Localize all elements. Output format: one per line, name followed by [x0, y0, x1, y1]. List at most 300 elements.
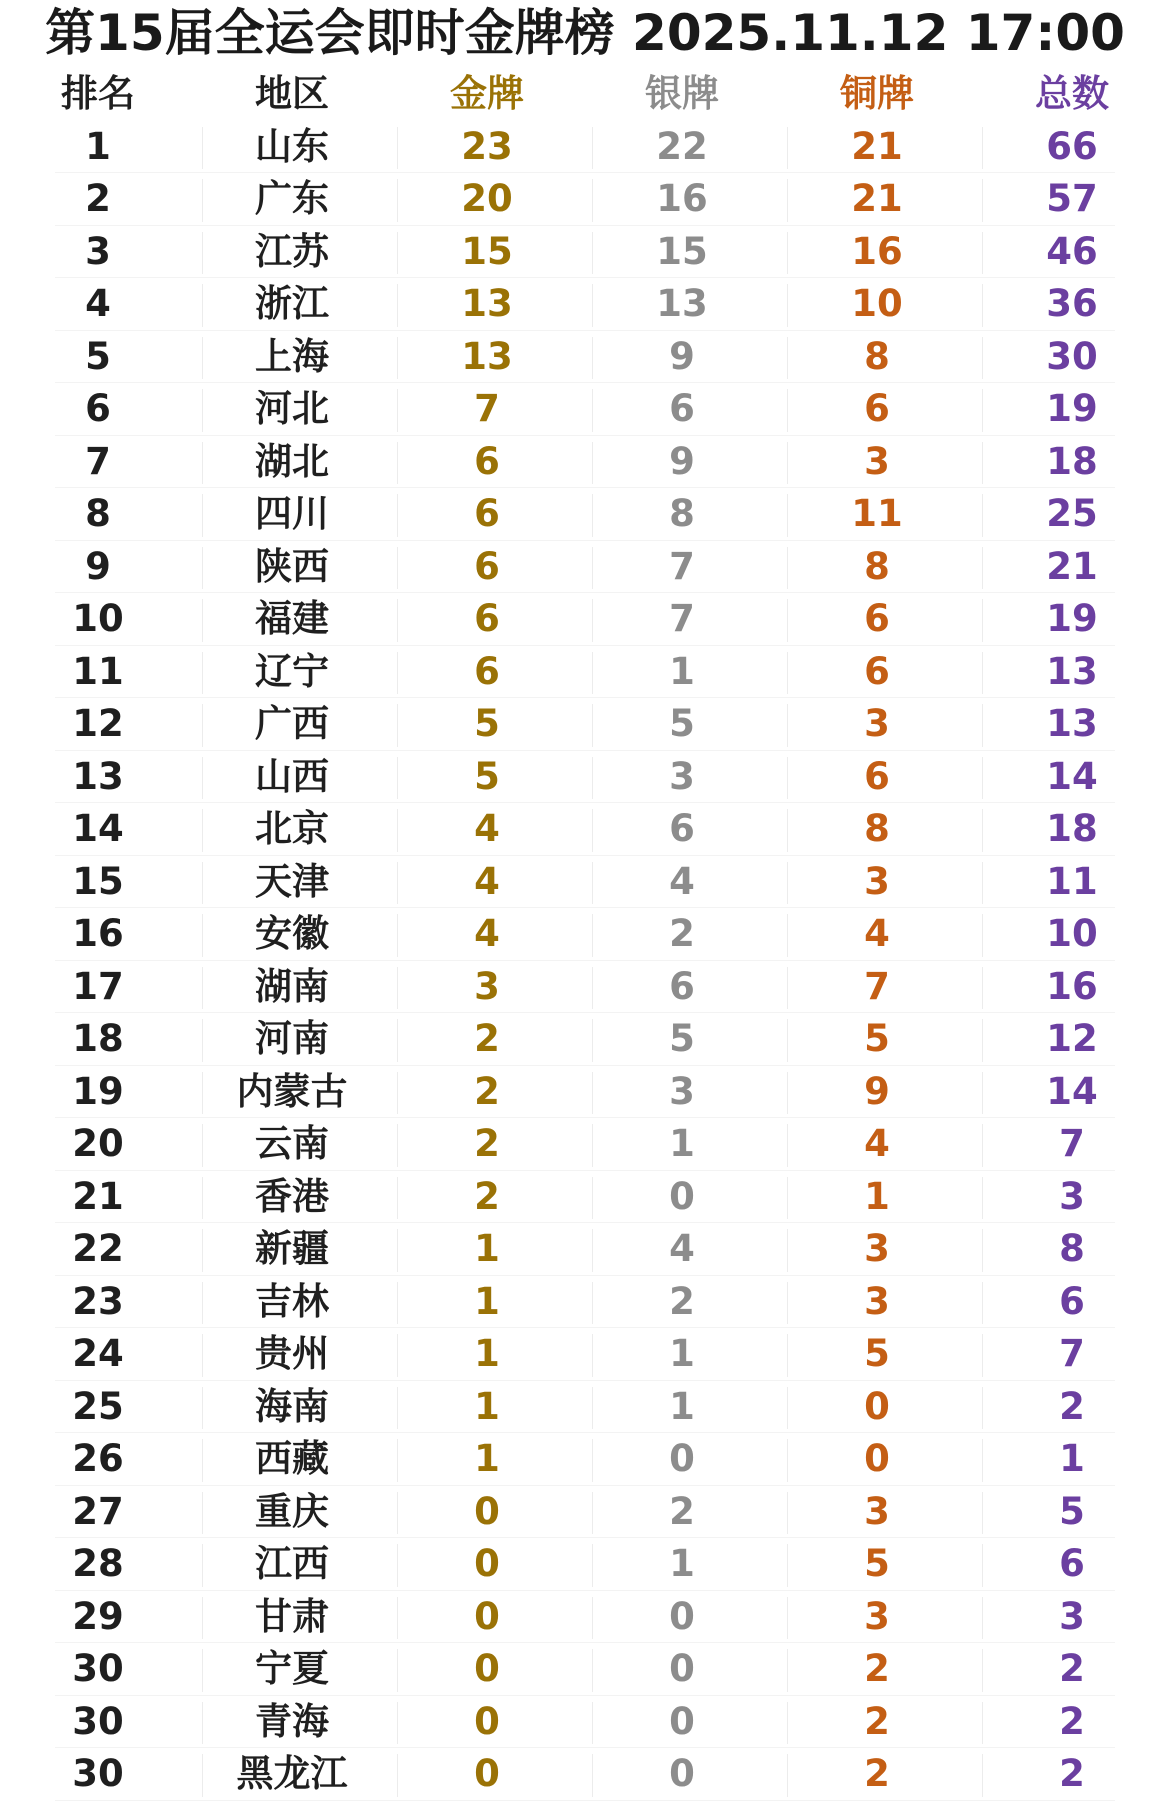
column-divider	[397, 179, 398, 222]
cell-rank: 10	[72, 597, 124, 640]
column-divider	[787, 809, 788, 852]
column-divider	[592, 757, 593, 800]
cell-gold: 5	[474, 754, 500, 798]
cell-bronze: 4	[864, 912, 890, 955]
column-divider	[787, 1019, 788, 1062]
column-divider	[982, 547, 983, 590]
column-divider	[397, 442, 398, 485]
column-divider	[982, 967, 983, 1010]
column-divider	[982, 232, 983, 275]
column-divider	[592, 1492, 593, 1535]
cell-region: 福建	[255, 597, 329, 640]
column-divider	[982, 127, 983, 170]
cell-total: 12	[1046, 1017, 1098, 1060]
cell-bronze: 3	[864, 1594, 890, 1638]
cell-rank: 7	[85, 439, 111, 483]
column-divider	[787, 1702, 788, 1745]
column-divider	[592, 1124, 593, 1167]
column-divider	[982, 494, 983, 537]
cell-region: 江西	[255, 1542, 329, 1585]
column-divider	[982, 1072, 983, 1115]
cell-gold: 0	[474, 1647, 500, 1690]
column-divider	[202, 599, 203, 642]
table-row	[0, 1328, 1170, 1381]
column-divider	[202, 967, 203, 1010]
cell-gold: 6	[474, 597, 500, 640]
column-divider	[592, 1439, 593, 1482]
column-divider	[397, 1597, 398, 1640]
column-divider	[397, 1334, 398, 1377]
cell-silver: 0	[669, 1594, 695, 1638]
column-divider	[982, 284, 983, 327]
cell-total: 14	[1046, 1069, 1098, 1113]
column-divider	[202, 337, 203, 380]
column-divider	[397, 652, 398, 695]
cell-region: 辽宁	[255, 649, 329, 693]
cell-silver: 3	[669, 1069, 695, 1113]
cell-total: 25	[1046, 492, 1098, 535]
cell-rank: 25	[72, 1384, 124, 1428]
cell-total: 16	[1046, 964, 1098, 1008]
table-row	[0, 1696, 1170, 1749]
cell-region: 浙江	[255, 282, 329, 325]
cell-total: 7	[1059, 1332, 1085, 1375]
column-divider	[397, 494, 398, 537]
column-divider	[787, 389, 788, 432]
cell-region: 湖南	[255, 964, 329, 1008]
column-divider	[592, 494, 593, 537]
table-row	[0, 1591, 1170, 1644]
cell-rank: 30	[72, 1699, 124, 1743]
column-divider	[592, 1544, 593, 1587]
cell-total: 13	[1046, 702, 1098, 745]
cell-total: 46	[1046, 229, 1098, 273]
column-divider	[787, 442, 788, 485]
column-divider	[982, 704, 983, 747]
table-row	[0, 541, 1170, 594]
cell-gold: 1	[474, 1384, 500, 1428]
column-divider	[787, 179, 788, 222]
column-divider	[592, 1597, 593, 1640]
cell-region: 天津	[255, 859, 329, 903]
cell-bronze: 2	[864, 1699, 890, 1743]
column-divider	[202, 389, 203, 432]
cell-gold: 2	[474, 1174, 500, 1218]
column-divider	[982, 337, 983, 380]
column-divider	[397, 337, 398, 380]
column-divider	[787, 914, 788, 957]
column-divider	[982, 757, 983, 800]
table-row	[0, 698, 1170, 751]
cell-total: 19	[1046, 597, 1098, 640]
column-divider	[787, 1282, 788, 1325]
column-divider	[982, 1019, 983, 1062]
cell-total: 11	[1046, 859, 1098, 903]
cell-total: 19	[1046, 387, 1098, 430]
cell-rank: 19	[72, 1069, 124, 1113]
cell-bronze: 16	[851, 229, 903, 273]
column-divider	[787, 1439, 788, 1482]
cell-silver: 1	[669, 1332, 695, 1375]
column-divider	[397, 1492, 398, 1535]
cell-bronze: 0	[864, 1384, 890, 1428]
column-divider	[787, 1229, 788, 1272]
column-divider	[982, 442, 983, 485]
column-divider	[592, 1019, 593, 1062]
cell-region: 贵州	[255, 1332, 329, 1375]
cell-silver: 1	[669, 1384, 695, 1428]
column-divider	[982, 809, 983, 852]
column-divider	[592, 1072, 593, 1115]
column-divider	[592, 1229, 593, 1272]
cell-region: 上海	[255, 334, 329, 378]
column-divider	[787, 1387, 788, 1430]
column-divider	[592, 127, 593, 170]
column-divider	[397, 1544, 398, 1587]
column-divider	[397, 967, 398, 1010]
column-divider	[397, 1229, 398, 1272]
cell-rank: 20	[72, 1122, 124, 1165]
column-divider	[592, 179, 593, 222]
column-divider	[202, 127, 203, 170]
column-divider	[202, 1649, 203, 1692]
cell-region: 重庆	[255, 1489, 329, 1533]
column-divider	[397, 547, 398, 590]
column-divider	[787, 652, 788, 695]
column-divider	[202, 442, 203, 485]
cell-total: 57	[1046, 177, 1098, 220]
column-divider	[787, 1177, 788, 1220]
cell-rank: 2	[85, 177, 111, 220]
cell-total: 14	[1046, 754, 1098, 798]
cell-total: 6	[1059, 1279, 1085, 1323]
cell-gold: 1	[474, 1437, 500, 1480]
cell-rank: 23	[72, 1279, 124, 1323]
cell-gold: 5	[474, 702, 500, 745]
column-divider	[982, 652, 983, 695]
column-divider	[982, 1649, 983, 1692]
column-divider	[592, 704, 593, 747]
cell-bronze: 1	[864, 1174, 890, 1218]
cell-bronze: 3	[864, 1489, 890, 1533]
header-silver: 银牌	[645, 72, 719, 115]
cell-rank: 17	[72, 964, 124, 1008]
table-row	[0, 856, 1170, 909]
cell-silver: 22	[656, 124, 708, 168]
column-divider	[592, 652, 593, 695]
column-divider	[202, 1282, 203, 1325]
cell-silver: 1	[669, 1122, 695, 1165]
column-divider	[397, 599, 398, 642]
header-region: 地区	[255, 72, 329, 115]
table-row	[0, 908, 1170, 961]
column-divider	[592, 967, 593, 1010]
medal-table	[0, 68, 1170, 1801]
cell-total: 2	[1059, 1384, 1085, 1428]
column-divider	[787, 284, 788, 327]
cell-silver: 6	[669, 807, 695, 850]
column-divider	[982, 1229, 983, 1272]
column-divider	[592, 862, 593, 905]
cell-gold: 4	[474, 807, 500, 850]
cell-region: 安徽	[255, 912, 329, 955]
cell-bronze: 3	[864, 439, 890, 483]
cell-gold: 7	[474, 387, 500, 430]
cell-silver: 15	[656, 229, 708, 273]
cell-rank: 30	[72, 1647, 124, 1690]
cell-total: 7	[1059, 1122, 1085, 1165]
column-divider	[787, 494, 788, 537]
header-bronze: 铜牌	[840, 72, 914, 115]
header-rank: 排名	[61, 72, 135, 115]
column-divider	[982, 914, 983, 957]
cell-bronze: 0	[864, 1437, 890, 1480]
cell-region: 宁夏	[255, 1647, 329, 1690]
column-divider	[592, 1702, 593, 1745]
cell-rank: 3	[85, 229, 111, 273]
cell-total: 30	[1046, 334, 1098, 378]
cell-silver: 7	[669, 597, 695, 640]
cell-gold: 20	[461, 177, 513, 220]
cell-silver: 2	[669, 1489, 695, 1533]
column-divider	[202, 809, 203, 852]
cell-bronze: 8	[864, 334, 890, 378]
cell-bronze: 5	[864, 1332, 890, 1375]
column-divider	[592, 1387, 593, 1430]
cell-total: 3	[1059, 1594, 1085, 1638]
table-row	[0, 593, 1170, 646]
cell-gold: 0	[474, 1594, 500, 1638]
cell-bronze: 3	[864, 859, 890, 903]
column-divider	[592, 442, 593, 485]
table-row	[0, 383, 1170, 436]
column-divider	[592, 1282, 593, 1325]
cell-gold: 2	[474, 1122, 500, 1165]
column-divider	[592, 284, 593, 327]
column-divider	[592, 1177, 593, 1220]
column-divider	[787, 757, 788, 800]
column-divider	[202, 179, 203, 222]
cell-rank: 30	[72, 1752, 124, 1795]
column-divider	[982, 1177, 983, 1220]
cell-rank: 21	[72, 1174, 124, 1218]
column-divider	[982, 179, 983, 222]
column-divider	[592, 1649, 593, 1692]
cell-silver: 2	[669, 1279, 695, 1323]
cell-gold: 13	[461, 282, 513, 325]
column-divider	[592, 547, 593, 590]
cell-bronze: 5	[864, 1017, 890, 1060]
table-row	[0, 1643, 1170, 1696]
cell-gold: 6	[474, 492, 500, 535]
cell-bronze: 2	[864, 1647, 890, 1690]
column-divider	[787, 547, 788, 590]
cell-gold: 6	[474, 649, 500, 693]
cell-region: 山西	[255, 754, 329, 798]
column-divider	[397, 284, 398, 327]
column-divider	[202, 232, 203, 275]
cell-region: 青海	[255, 1699, 329, 1743]
cell-silver: 16	[656, 177, 708, 220]
cell-rank: 4	[85, 282, 111, 325]
cell-silver: 8	[669, 492, 695, 535]
cell-silver: 6	[669, 387, 695, 430]
column-divider	[592, 914, 593, 957]
cell-silver: 5	[669, 702, 695, 745]
cell-gold: 2	[474, 1017, 500, 1060]
cell-total: 6	[1059, 1542, 1085, 1585]
table-row	[0, 751, 1170, 804]
cell-bronze: 21	[851, 124, 903, 168]
cell-gold: 6	[474, 544, 500, 588]
column-divider	[202, 1072, 203, 1115]
table-header	[0, 68, 1170, 121]
column-divider	[982, 1334, 983, 1377]
table-row	[0, 226, 1170, 279]
cell-silver: 0	[669, 1437, 695, 1480]
table-row	[0, 1276, 1170, 1329]
cell-region: 四川	[255, 492, 329, 535]
column-divider	[397, 1282, 398, 1325]
cell-bronze: 9	[864, 1069, 890, 1113]
column-divider	[982, 1597, 983, 1640]
cell-rank: 11	[72, 649, 124, 693]
cell-bronze: 10	[851, 282, 903, 325]
column-divider	[202, 1334, 203, 1377]
column-divider	[202, 1387, 203, 1430]
table-row	[0, 961, 1170, 1014]
cell-bronze: 4	[864, 1122, 890, 1165]
cell-gold: 13	[461, 334, 513, 378]
cell-silver: 0	[669, 1699, 695, 1743]
table-row	[0, 1223, 1170, 1276]
cell-bronze: 3	[864, 1279, 890, 1323]
cell-bronze: 21	[851, 177, 903, 220]
cell-rank: 29	[72, 1594, 124, 1638]
column-divider	[982, 599, 983, 642]
cell-silver: 5	[669, 1017, 695, 1060]
cell-gold: 3	[474, 964, 500, 1008]
column-divider	[982, 1754, 983, 1797]
cell-total: 66	[1046, 124, 1098, 168]
cell-total: 3	[1059, 1174, 1085, 1218]
column-divider	[787, 862, 788, 905]
cell-region: 甘肃	[255, 1594, 329, 1638]
cell-rank: 5	[85, 334, 111, 378]
cell-region: 吉林	[255, 1279, 329, 1323]
column-divider	[592, 599, 593, 642]
column-divider	[787, 1492, 788, 1535]
column-divider	[202, 704, 203, 747]
table-body	[0, 121, 1170, 1801]
column-divider	[202, 1177, 203, 1220]
cell-gold: 0	[474, 1699, 500, 1743]
cell-region: 陕西	[255, 544, 329, 588]
table-row	[0, 1066, 1170, 1119]
cell-region: 新疆	[255, 1227, 329, 1270]
cell-silver: 13	[656, 282, 708, 325]
column-divider	[202, 1754, 203, 1797]
cell-silver: 9	[669, 439, 695, 483]
cell-silver: 4	[669, 1227, 695, 1270]
column-divider	[592, 389, 593, 432]
column-divider	[592, 232, 593, 275]
cell-bronze: 6	[864, 387, 890, 430]
cell-region: 内蒙古	[236, 1069, 348, 1113]
cell-silver: 4	[669, 859, 695, 903]
column-divider	[397, 914, 398, 957]
column-divider	[397, 704, 398, 747]
column-divider	[787, 1072, 788, 1115]
cell-silver: 0	[669, 1647, 695, 1690]
cell-silver: 1	[669, 649, 695, 693]
cell-gold: 1	[474, 1227, 500, 1270]
cell-region: 黑龙江	[236, 1752, 348, 1795]
column-divider	[202, 652, 203, 695]
column-divider	[982, 1544, 983, 1587]
cell-rank: 1	[85, 124, 111, 168]
column-divider	[787, 1124, 788, 1167]
cell-region: 河北	[255, 387, 329, 430]
cell-gold: 0	[474, 1752, 500, 1795]
column-divider	[202, 1492, 203, 1535]
cell-gold: 0	[474, 1489, 500, 1533]
table-row	[0, 331, 1170, 384]
cell-rank: 13	[72, 754, 124, 798]
cell-total: 18	[1046, 439, 1098, 483]
column-divider	[787, 1597, 788, 1640]
cell-bronze: 2	[864, 1752, 890, 1795]
cell-rank: 27	[72, 1489, 124, 1533]
column-divider	[397, 757, 398, 800]
cell-total: 2	[1059, 1647, 1085, 1690]
cell-silver: 0	[669, 1174, 695, 1218]
table-row	[0, 1486, 1170, 1539]
column-divider	[397, 1649, 398, 1692]
cell-rank: 24	[72, 1332, 124, 1375]
column-divider	[397, 1439, 398, 1482]
cell-region: 香港	[255, 1174, 329, 1218]
cell-gold: 1	[474, 1332, 500, 1375]
cell-silver: 3	[669, 754, 695, 798]
column-divider	[787, 599, 788, 642]
page-title: 第15届全运会即时金牌榜 2025.11.12 17:00	[45, 4, 1125, 62]
table-row	[0, 173, 1170, 226]
column-divider	[982, 1387, 983, 1430]
cell-silver: 6	[669, 964, 695, 1008]
column-divider	[982, 1124, 983, 1167]
cell-region: 广东	[255, 177, 329, 220]
column-divider	[787, 1544, 788, 1587]
cell-bronze: 6	[864, 754, 890, 798]
cell-bronze: 5	[864, 1542, 890, 1585]
column-divider	[397, 127, 398, 170]
cell-bronze: 8	[864, 544, 890, 588]
cell-rank: 16	[72, 912, 124, 955]
column-divider	[592, 337, 593, 380]
table-row	[0, 1748, 1170, 1801]
cell-bronze: 3	[864, 1227, 890, 1270]
column-divider	[982, 1492, 983, 1535]
cell-rank: 6	[85, 387, 111, 430]
column-divider	[982, 1702, 983, 1745]
row-divider	[55, 1800, 1115, 1801]
header-total: 总数	[1035, 72, 1109, 115]
column-divider	[397, 1019, 398, 1062]
column-divider	[202, 547, 203, 590]
column-divider	[787, 1754, 788, 1797]
column-divider	[787, 1649, 788, 1692]
